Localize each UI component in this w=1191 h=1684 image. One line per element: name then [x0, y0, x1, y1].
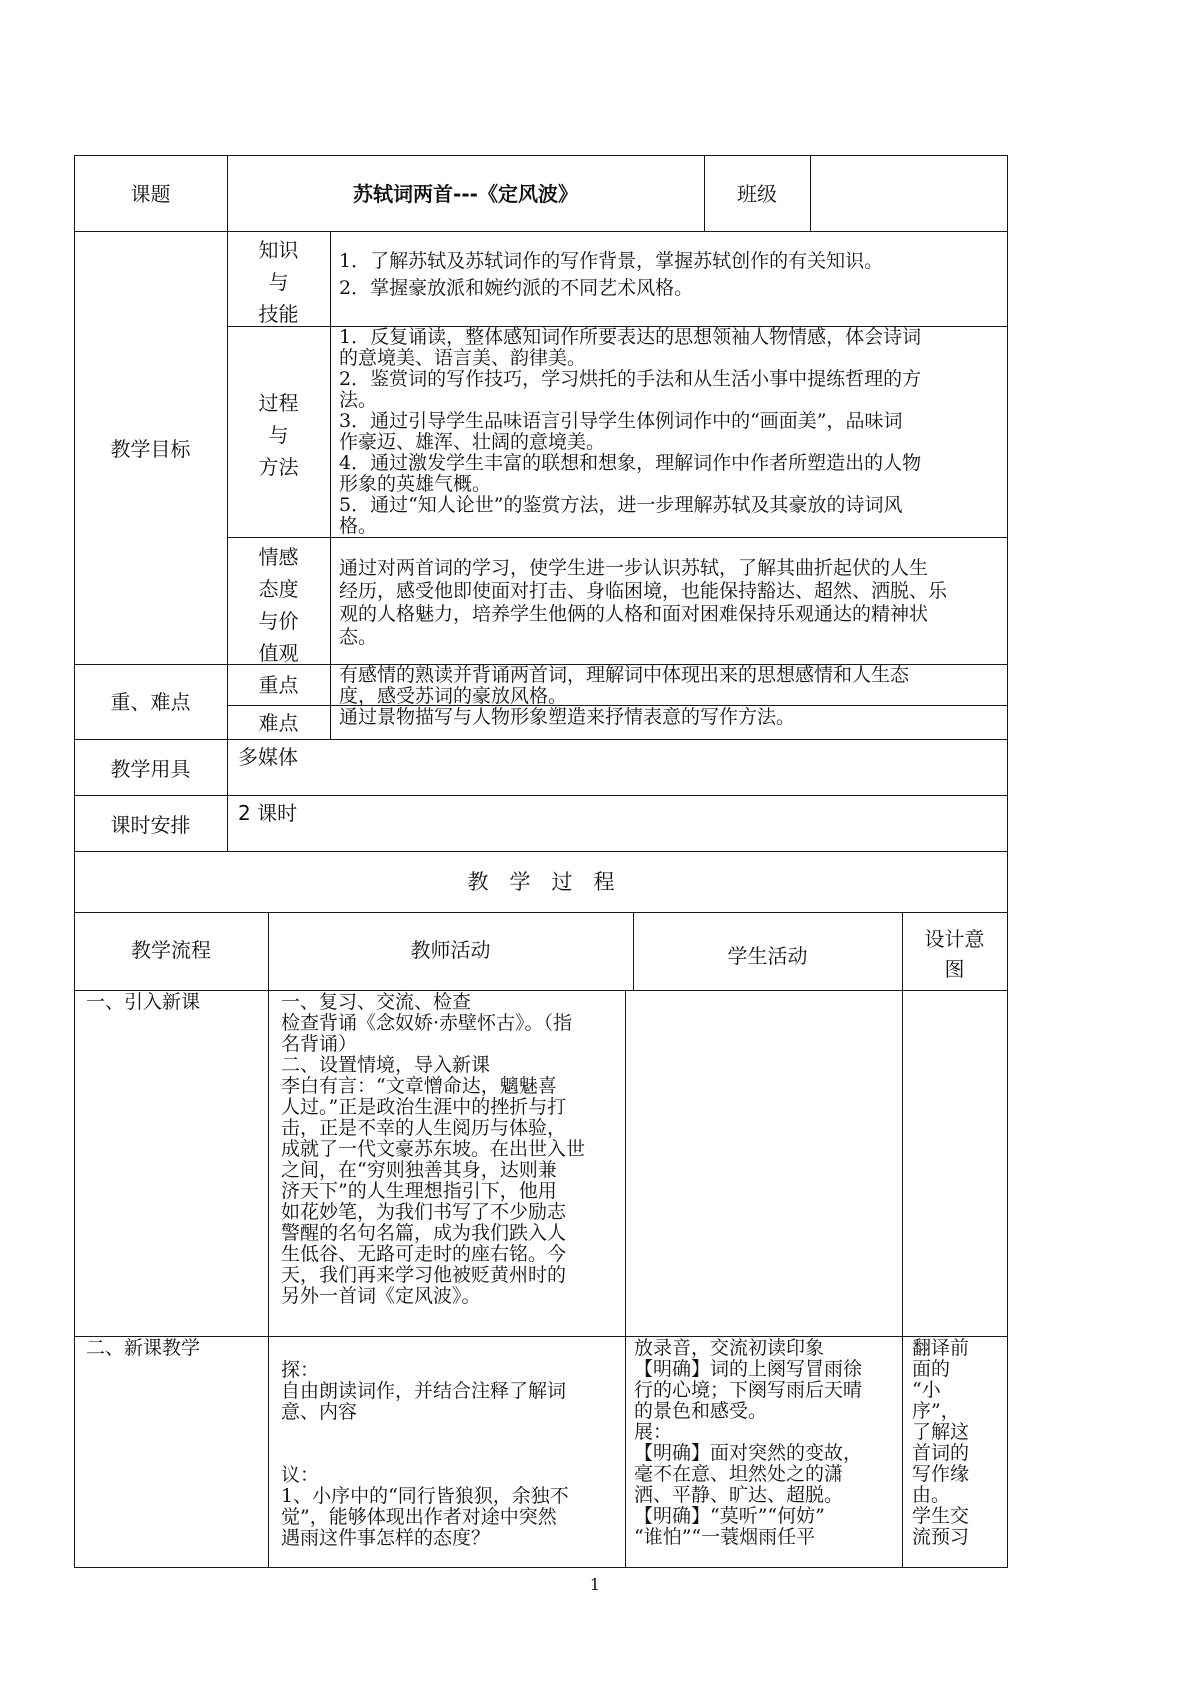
schedule-value: 2 课时 — [238, 801, 298, 825]
row2-teacher-discuss: 议： 1、小序中的“同行皆狼狈，余独不 觉”，能够体现出作者对途中突然 遇雨这件事怎样的态度？ — [281, 1464, 569, 1549]
row2-flow: 二、新课教学 — [86, 1337, 201, 1359]
row1-teacher: 一、复习、交流、检查 检查背诵《念奴娇·赤壁怀古》。（指 名背诵） 二、设置情境，导入新课 李白有言：“文章憎命达，魑魅喜 人过。”正是政治生涯中的挫折与打 击，正是不幸的人生阅历与体验， 成就了一代文豪苏东坡。在出世入世 之间，在“穷则独善其身，达则兼 济天下”的人生理想指引下，他用 如花妙笔，为我们书写了不少励志 警醒的名句名篇，成为我们跌入人 生低谷、无路可走时的座右铭。今 天，我们再来学习他被贬黄州时的 另外一首词《定风波》。 — [281, 991, 586, 1307]
focus-text: 有感情的熟读并背诵两首词，理解词中体现出来的思想感情和人生态 度，感受苏词的豪放风格。 — [339, 664, 910, 707]
col-line — [330, 231, 331, 739]
row-line — [227, 537, 1008, 538]
key-points-label: 重、难点 — [110, 690, 191, 714]
row2-student: 放录音，交流初读印象 【明确】词的上阕写冒雨徐 行的心境；下阕写雨后天晴 的景色和感受。 展： 【明确】面对突然的变故， 毫不在意、坦然处之的潇 洒、平静、旷达、超脱。 【明确】“莫听”“何妨” “谁怕”“一蓑烟雨任平 — [634, 1337, 863, 1548]
page-number: 1 — [589, 1575, 601, 1594]
header-design: 设计意 图 — [924, 927, 985, 981]
row-line — [74, 739, 1008, 740]
process-heading: 教 学 过 程 — [467, 870, 615, 894]
process-label: 过程 与 方法 — [258, 391, 299, 479]
schedule-label: 课时安排 — [110, 813, 191, 837]
row-line — [74, 231, 1008, 232]
header-student: 学生活动 — [727, 944, 808, 968]
border-left — [74, 155, 75, 1567]
row2-teacher-explore: 探： 自由朗读词作，并结合注释了解词 意、内容 — [281, 1359, 567, 1423]
focus-label: 重点 — [258, 673, 299, 697]
row-line — [74, 912, 1008, 913]
border-bottom — [74, 1567, 1008, 1568]
difficulty-text: 通过景物描写与人物形象塑造来抒情表意的写作方法。 — [339, 706, 796, 728]
col-line — [268, 912, 269, 1567]
class-label: 班级 — [737, 182, 777, 206]
difficulty-label: 难点 — [258, 711, 299, 735]
row-line — [74, 990, 1008, 991]
knowledge-label: 知识 与 技能 — [258, 238, 299, 326]
row-line — [74, 795, 1008, 796]
row2-design: 翻译前 面的 “小 序”， 了解这 首词的 写作缘 由。 学生交 流预习 — [912, 1337, 970, 1548]
row1-flow: 一、引入新课 — [86, 991, 201, 1013]
lesson-title: 苏轼词两首---《定风波》 — [353, 182, 578, 206]
objectives-label: 教学目标 — [110, 437, 191, 461]
col-line — [902, 912, 903, 1567]
header-teacher: 教师活动 — [410, 938, 491, 962]
row-line — [74, 851, 1008, 852]
col-line — [810, 155, 811, 231]
border-right — [1007, 155, 1008, 1567]
header-flow: 教学流程 — [131, 938, 211, 962]
border-top — [74, 155, 1008, 156]
tools-value: 多媒体 — [238, 745, 298, 769]
emotion-text: 通过对两首词的学习，使学生进一步认识苏轼，了解其曲折起伏的人生 经历，感受他即使面对打击、身临困境，也能保持豁达、超然、洒脱、乐 观的人格魅力，培养学生他俩的人格和面对困难保持乐观通达的精神状 态。 — [339, 557, 948, 648]
process-items: 1．反复诵读，整体感知词作所要表达的思想领袖人物情感，体会诗词 的意境美、语言美、韵律美。 2．鉴赏词的写作技巧，学习烘托的手法和从生活小事中提练哲理的方 法。 3．通过引导学生品味语言引导学生体例词作中的“画面美”，品味词 作豪迈、雄浑、壮阔的意境美。 4．通过激发学生丰富的联想和想象，理解词作中作者所塑造出的人物 形象的英雄气概。 5．通过“知人论世”的鉴赏方法，进一步理解苏轼及其豪放的诗词风 格。 — [339, 326, 922, 537]
knowledge-items: 1．了解苏轼及苏轼词作的写作背景，掌握苏轼创作的有关知识。 2．掌握豪放派和婉约派的不同艺术风格。 — [339, 250, 884, 299]
row-line — [74, 1336, 1008, 1337]
emotion-label: 情感 态度 与价 值观 — [258, 545, 299, 665]
subject-label: 课题 — [130, 182, 171, 206]
tools-label: 教学用具 — [110, 757, 191, 781]
col-line — [227, 739, 228, 851]
